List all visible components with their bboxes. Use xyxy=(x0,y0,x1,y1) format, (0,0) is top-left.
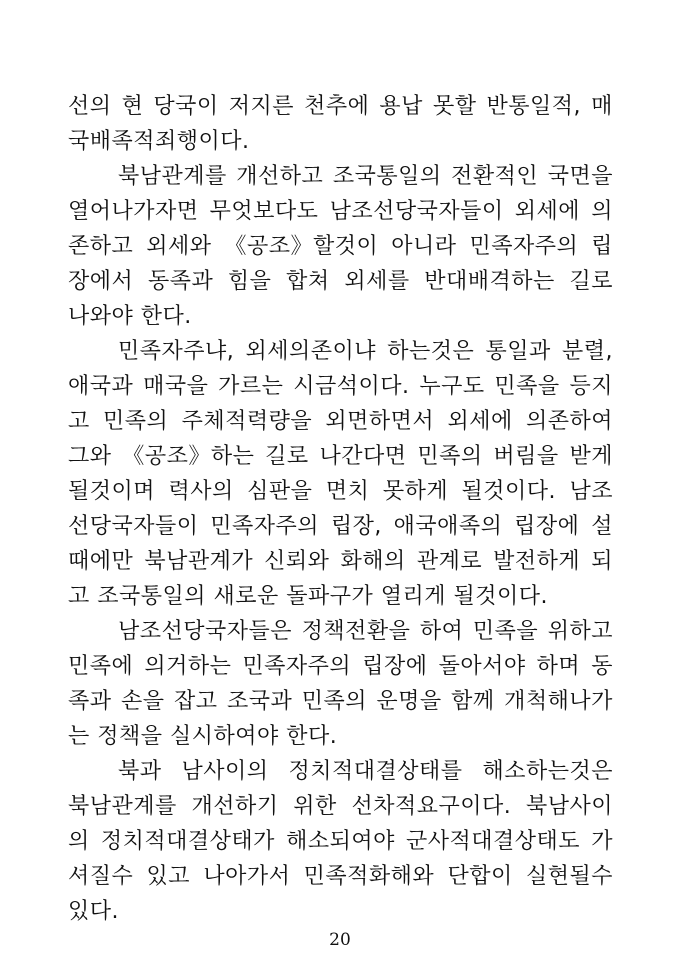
text-line: 셔질수 있고 나아가서 민족적화해와 단합이 실현될수 xyxy=(68,864,613,889)
text-line: 열어나가자면 무엇보다도 남조선당국자들이 외세에 의 xyxy=(68,199,613,224)
text-line: 고 조국통일의 새로운 돌파구가 열리게 될것이다. xyxy=(68,584,549,609)
paragraph-first-line: 북과 남사이의 정치적대결상태를 해소하는것은 xyxy=(118,759,613,784)
text-line: 장에서 동족과 힘을 합쳐 외세를 반대배격하는 길로 xyxy=(68,269,613,294)
text-line: 족과 손을 잡고 조국과 민족의 운명을 함께 개척해나가 xyxy=(68,689,613,714)
text-line: 의 정치적대결상태가 해소되여야 군사적대결상태도 가 xyxy=(68,829,613,854)
text-line: 있다. xyxy=(68,899,119,924)
text-line: 될것이며 력사의 심판을 면치 못하게 될것이다. 남조 xyxy=(68,479,613,504)
paragraph-first-line: 남조선당국자들은 정책전환을 하여 민족을 위하고 xyxy=(118,619,613,644)
text-line: 그와 《공조》하는 길로 나간다면 민족의 버림을 받게 xyxy=(68,444,613,469)
paragraph-first-line: 민족자주냐, 외세의존이냐 하는것은 통일과 분렬, xyxy=(118,339,613,364)
text-line: 민족에 의거하는 민족자주의 립장에 돌아서야 하며 동 xyxy=(68,654,613,679)
text-line: 선당국자들이 민족자주의 립장, 애국애족의 립장에 설 xyxy=(68,514,613,539)
paragraph-first-line: 북남관계를 개선하고 조국통일의 전환적인 국면을 xyxy=(118,164,613,189)
text-line: 나와야 한다. xyxy=(68,304,192,329)
text-line: 는 정책을 실시하여야 한다. xyxy=(68,724,338,749)
text-line: 고 민족의 주체적력량을 외면하면서 외세에 의존하여 xyxy=(68,409,613,434)
text-line: 존하고 외세와 《공조》할것이 아니라 민족자주의 립 xyxy=(68,234,613,259)
text-line: 북남관계를 개선하기 위한 선차적요구이다. 북남사이 xyxy=(68,794,613,819)
text-line: 선의 현 당국이 저지른 천추에 용납 못할 반통일적, 매 xyxy=(68,94,613,119)
text-line: 국배족적죄행이다. xyxy=(68,129,250,154)
text-line: 때에만 북남관계가 신뢰와 화해의 관계로 발전하게 되 xyxy=(68,549,613,574)
text-line: 애국과 매국을 가르는 시금석이다. 누구도 민족을 등지 xyxy=(68,374,613,399)
page-number: 20 xyxy=(329,930,351,950)
